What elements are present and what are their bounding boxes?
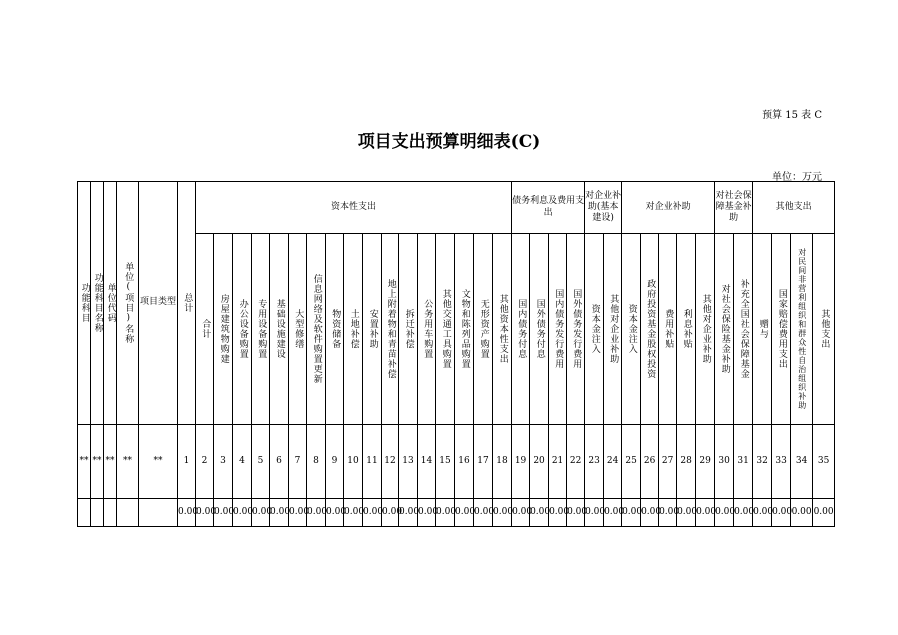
data-cell: 0.00	[344, 499, 363, 527]
column-header: 其他对企业补助	[604, 234, 622, 425]
data-cell: 0.00	[604, 499, 622, 527]
index-cell: 32	[753, 425, 772, 499]
index-cell: 16	[455, 425, 474, 499]
data-cell: 0.00	[270, 499, 289, 527]
column-header: 专用设备购置	[252, 234, 270, 425]
data-cell	[91, 499, 104, 527]
data-cell: 0.00	[813, 499, 835, 527]
data-cell: 0.00	[233, 499, 252, 527]
header-function-subject-name: 功能科目名称	[91, 182, 104, 425]
data-cell: 0.00	[363, 499, 382, 527]
data-cell: 0.00	[418, 499, 436, 527]
column-header: 办公设备购置	[233, 234, 252, 425]
column-header: 资本金注入	[622, 234, 641, 425]
column-header: 其他支出	[813, 234, 835, 425]
column-header: 地上附着物和青苗补偿	[382, 234, 399, 425]
column-header: 利息补贴	[677, 234, 696, 425]
index-cell: 12	[382, 425, 399, 499]
data-cell: 0.00	[734, 499, 753, 527]
index-cell: 8	[307, 425, 326, 499]
header-function-subject: 功能科目	[78, 182, 91, 425]
page-title: 项目支出预算明细表(C)	[357, 132, 541, 152]
data-cell: 0.00	[196, 499, 214, 527]
data-cell: 0.00	[214, 499, 233, 527]
index-cell: **	[139, 425, 178, 499]
index-cell: 21	[549, 425, 567, 499]
index-cell: 3	[214, 425, 233, 499]
index-cell: 24	[604, 425, 622, 499]
index-cell: 34	[791, 425, 813, 499]
index-cell: 28	[677, 425, 696, 499]
header-total: 总计	[178, 182, 196, 425]
index-cell: 22	[567, 425, 585, 499]
index-cell: 17	[474, 425, 493, 499]
index-cell: 9	[326, 425, 344, 499]
column-header: 拆迁补偿	[399, 234, 418, 425]
column-header: 其他对企业补助	[696, 234, 715, 425]
column-header: 国外债务发行费用	[567, 234, 585, 425]
group-capital-expenditure: 资本性支出	[196, 182, 512, 234]
data-cell: 0.00	[307, 499, 326, 527]
data-row	[78, 499, 858, 527]
index-cell: 20	[530, 425, 549, 499]
column-header: 国内债务发行费用	[549, 234, 567, 425]
group-enterprise-subsidy: 对企业补助	[622, 182, 715, 234]
data-cell: 0.00	[455, 499, 474, 527]
index-row	[78, 425, 858, 499]
index-cell: 6	[270, 425, 289, 499]
index-cell: **	[117, 425, 139, 499]
column-header: 国内债务付息	[512, 234, 530, 425]
data-cell: 0.00	[474, 499, 493, 527]
column-header: 房屋建筑物购建	[214, 234, 233, 425]
data-cell: 0.00	[641, 499, 659, 527]
index-cell: **	[91, 425, 104, 499]
column-header: 文物和陈列品购置	[455, 234, 474, 425]
column-header: 其他资本性支出	[493, 234, 512, 425]
column-header: 大型修缮	[289, 234, 307, 425]
data-cell: 0.00	[772, 499, 791, 527]
index-cell: 35	[813, 425, 835, 499]
column-header: 国外债务付息	[530, 234, 549, 425]
data-cell	[139, 499, 178, 527]
group-header-row	[78, 182, 858, 234]
group-enterprise-subsidy-construction: 对企业补助(基本建设)	[585, 182, 622, 234]
data-cell: 0.00	[549, 499, 567, 527]
data-cell: 0.00	[715, 499, 734, 527]
column-header: 合计	[196, 234, 214, 425]
unit-label: 单位：万元	[772, 172, 822, 183]
index-cell: 31	[734, 425, 753, 499]
column-header: 物资储备	[326, 234, 344, 425]
data-cell: 0.00	[696, 499, 715, 527]
column-header: 公务用车购置	[418, 234, 436, 425]
page-code: 预算 15 表 C	[762, 110, 822, 121]
index-cell: 29	[696, 425, 715, 499]
data-cell: 0.00	[622, 499, 641, 527]
header-project-type: 项目类型	[139, 182, 178, 425]
data-cell: 0.00	[677, 499, 696, 527]
index-cell: 18	[493, 425, 512, 499]
data-cell: 0.00	[436, 499, 455, 527]
group-debt-interest: 债务利息及费用支出	[512, 182, 585, 234]
data-cell: 0.00	[530, 499, 549, 527]
index-cell: 15	[436, 425, 455, 499]
header-unit-name: 单位(项目)名称	[117, 182, 139, 425]
data-cell: 0.00	[289, 499, 307, 527]
data-cell: 0.00	[178, 499, 196, 527]
index-cell: 11	[363, 425, 382, 499]
index-cell: 33	[772, 425, 791, 499]
index-cell: 1	[178, 425, 196, 499]
data-cell: 0.00	[252, 499, 270, 527]
index-cell: 23	[585, 425, 604, 499]
index-cell: 4	[233, 425, 252, 499]
data-cell: 0.00	[585, 499, 604, 527]
index-cell: 14	[418, 425, 436, 499]
data-cell: 0.00	[382, 499, 399, 527]
index-cell: 19	[512, 425, 530, 499]
column-header: 安置补助	[363, 234, 382, 425]
data-cell: 0.00	[399, 499, 418, 527]
column-header: 国家赔偿费用支出	[772, 234, 791, 425]
column-header-row	[78, 234, 858, 425]
budget-table	[77, 181, 858, 527]
index-cell: 30	[715, 425, 734, 499]
column-header: 基础设施建设	[270, 234, 289, 425]
column-header: 信息网络及软件购置更新	[307, 234, 326, 425]
data-cell	[78, 499, 91, 527]
column-header: 费用补贴	[659, 234, 677, 425]
data-cell	[117, 499, 139, 527]
group-social-security-subsidy: 对社会保障基金补助	[715, 182, 753, 234]
data-cell: 0.00	[512, 499, 530, 527]
index-cell: 10	[344, 425, 363, 499]
index-cell: 2	[196, 425, 214, 499]
index-cell: 13	[399, 425, 418, 499]
index-cell: 7	[289, 425, 307, 499]
column-header: 赠与	[753, 234, 772, 425]
data-cell	[104, 499, 117, 527]
column-header: 补充全国社会保障基金	[734, 234, 753, 425]
data-cell: 0.00	[493, 499, 512, 527]
group-other-expenditure: 其他支出	[753, 182, 835, 234]
column-header: 对民间非营利组织和群众性自治组织补助	[791, 234, 813, 425]
data-cell: 0.00	[791, 499, 813, 527]
data-cell: 0.00	[567, 499, 585, 527]
column-header: 对社会保险基金补助	[715, 234, 734, 425]
data-cell: 0.00	[753, 499, 772, 527]
header-unit-code: 单位代码	[104, 182, 117, 425]
index-cell: 27	[659, 425, 677, 499]
index-cell: 5	[252, 425, 270, 499]
data-cell: 0.00	[659, 499, 677, 527]
column-header: 土地补偿	[344, 234, 363, 425]
index-cell: **	[78, 425, 91, 499]
index-cell: **	[104, 425, 117, 499]
column-header: 其他交通工具购置	[436, 234, 455, 425]
data-cell: 0.00	[326, 499, 344, 527]
column-header: 无形资产购置	[474, 234, 493, 425]
column-header: 资本金注入	[585, 234, 604, 425]
index-cell: 25	[622, 425, 641, 499]
column-header: 政府投资基金股权投资	[641, 234, 659, 425]
index-cell: 26	[641, 425, 659, 499]
